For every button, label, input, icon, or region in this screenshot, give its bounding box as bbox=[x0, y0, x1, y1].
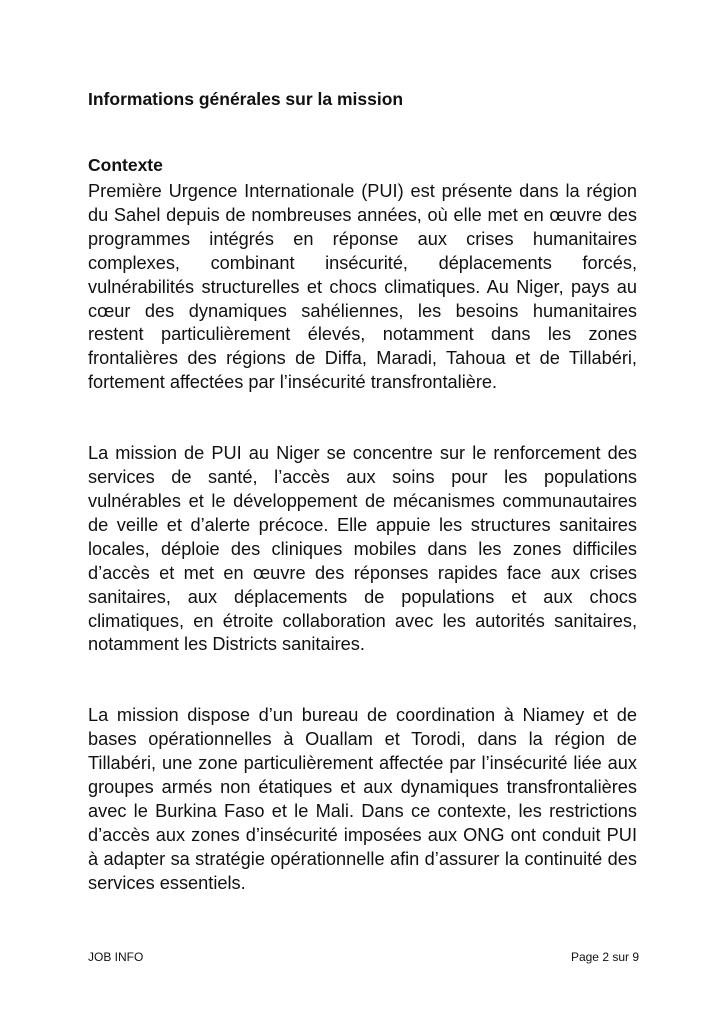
paragraph-1: Première Urgence Internationale (PUI) est présente dans la région du Sahel depuis de nombreuses années, où elle met en œuvre des programmes intégrés en réponse aux crises humanitaires complexes, combinant insécurité, déplacements forcés, vulnérabilités structurelles et chocs climatiques. Au Niger, pays au cœur des dynamiques sahéliennes, les besoins humanitaires restent particulièrement élevés, notamment dans les zones frontalières des régions de Diffa, Maradi, Tahoua et de Tillabéri, fortement affectées par l’insécurité transfrontalière. bbox=[88, 181, 637, 393]
page-number: Page 2 sur 9 bbox=[570, 950, 639, 964]
document-title: Informations générales sur la mission bbox=[88, 89, 404, 109]
section-heading: Contexte bbox=[88, 155, 163, 175]
paragraph-2: La mission de PUI au Niger se concentre sur le renforcement des services de santé, l’accès aux soins pour les populations vulnérables et le développement de mécanismes communautaires de veille et d’alerte précoce. Elle appuie les structures sanitaires locales, déploie des cliniques mobiles dans les zones difficiles d’accès et met en œuvre des réponses rapides face aux crises sanitaires, aux déplacements de populations et aux chocs climatiques, en étroite collaboration avec les autorités sanitaires, notamment les Districts sanitaires. bbox=[88, 443, 637, 655]
footer-left-label: JOB INFO bbox=[88, 950, 144, 964]
page-content bbox=[88, 88, 637, 896]
paragraph-3: La mission dispose d’un bureau de coordination à Niamey et de bases opérationnelles à Ouallam et Torodi, dans la région de Tillabéri, une zone particulièrement affectée par l’insécurité liée aux groupes armés non étatiques et aux dynamiques transfrontalières avec le Burkina Faso et le Mali. Dans ce contexte, les restrictions d’accès aux zones d’insécurité imposées aux ONG ont conduit PUI à adapter sa stratégie opérationnelle afin d’assurer la continuité des services essentiels. bbox=[88, 705, 637, 893]
page-footer bbox=[88, 949, 639, 965]
